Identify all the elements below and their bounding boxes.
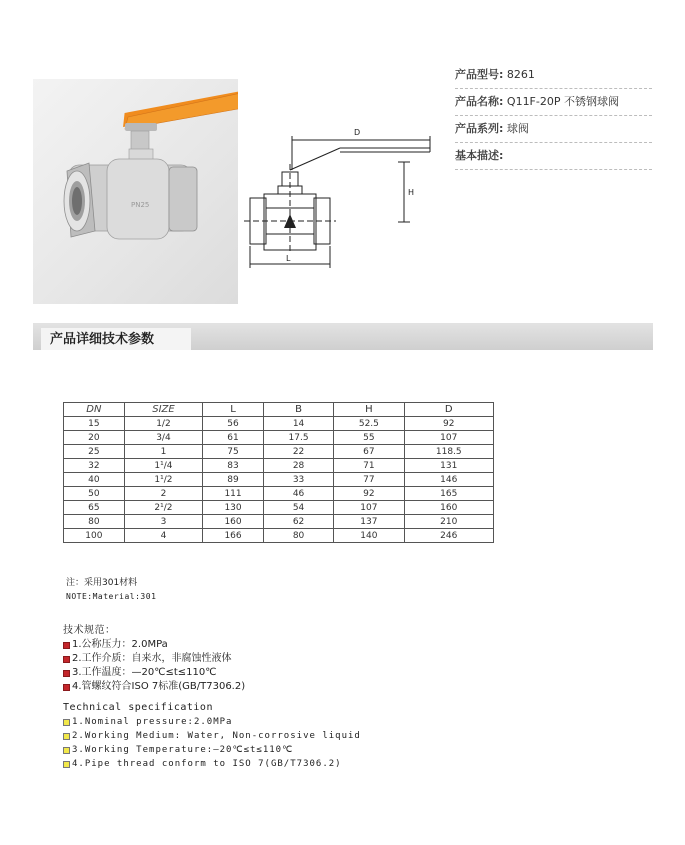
note-en: NOTE:Material:301 [66, 592, 157, 601]
table-cell: 67 [334, 445, 404, 459]
spec-en-item: 1.Nominal pressure:2.0MPa [63, 715, 361, 729]
table-row [64, 501, 494, 515]
product-info [455, 62, 652, 170]
section-header-bar [33, 323, 653, 350]
header-dn: DN [64, 403, 125, 417]
model-value: 8261 [506, 68, 535, 81]
table-cell: 33 [263, 473, 333, 487]
table-cell: 65 [64, 501, 125, 515]
table-cell: 166 [203, 529, 264, 543]
info-row-series [455, 116, 652, 143]
table-row [64, 459, 494, 473]
spec-cn-item: 2.工作介质：自来水，非腐蚀性液体 [63, 652, 245, 666]
table-cell: 4 [124, 529, 202, 543]
table-cell: 56 [203, 417, 264, 431]
section-title: 产品详细技术参数 [41, 328, 191, 350]
table-cell: 1/2 [124, 417, 202, 431]
table-cell: 107 [404, 431, 493, 445]
info-row-description [455, 143, 652, 170]
table-cell: 210 [404, 515, 493, 529]
table-cell: 52.5 [334, 417, 404, 431]
spec-cn-title: 技术规范： [63, 625, 116, 636]
table-cell: 14 [263, 417, 333, 431]
table-cell: 1¹/4 [124, 459, 202, 473]
name-value: Q11F-20P 不锈钢球阀 [506, 95, 619, 108]
table-cell: 146 [404, 473, 493, 487]
description-label: 基本描述: [455, 149, 504, 162]
table-cell: 130 [203, 501, 264, 515]
dimension-d-label: D [354, 128, 361, 137]
red-square-icon [63, 642, 70, 649]
table-cell: 2¹/2 [124, 501, 202, 515]
spec-en-title: Technical specification [63, 702, 213, 713]
table-cell: 140 [334, 529, 404, 543]
yellow-square-icon [63, 747, 70, 754]
table-cell: 50 [64, 487, 125, 501]
table-cell: 92 [334, 487, 404, 501]
spec-cn-item: 4.管螺纹符合ISO 7标准(GB/T7306.2) [63, 680, 245, 694]
table-cell: 131 [404, 459, 493, 473]
table-cell: 77 [334, 473, 404, 487]
svg-text:PN25: PN25 [131, 201, 150, 209]
table-cell: 80 [64, 515, 125, 529]
table-cell: 118.5 [404, 445, 493, 459]
header-size: SIZE [124, 403, 202, 417]
table-cell: 61 [203, 431, 264, 445]
table-row [64, 515, 494, 529]
table-cell: 40 [64, 473, 125, 487]
spec-cn-block [63, 624, 245, 694]
series-value: 球阀 [506, 122, 529, 135]
table-row [64, 487, 494, 501]
table-cell: 80 [263, 529, 333, 543]
series-label: 产品系列: [455, 122, 504, 135]
table-cell: 1 [124, 445, 202, 459]
header-l: L [203, 403, 264, 417]
yellow-square-icon [63, 733, 70, 740]
note-cn: 注：采用301材料 [66, 578, 138, 588]
spec-en-block [63, 701, 361, 771]
spec-cn-item: 3.工作温度：—20℃≤t≤110℃ [63, 666, 245, 680]
table-cell: 1¹/2 [124, 473, 202, 487]
info-row-name [455, 89, 652, 116]
table-cell: 160 [203, 515, 264, 529]
table-cell: 107 [334, 501, 404, 515]
table-cell: 100 [64, 529, 125, 543]
table-cell: 62 [263, 515, 333, 529]
table-cell: 71 [334, 459, 404, 473]
yellow-square-icon [63, 719, 70, 726]
spec-en-item: 3.Working Temperature:—20℃≤t≤110℃ [63, 743, 361, 757]
spec-en-item: 2.Working Medium: Water, Non-corrosive liquid [63, 729, 361, 743]
table-cell: 55 [334, 431, 404, 445]
table-cell: 3/4 [124, 431, 202, 445]
table-cell: 111 [203, 487, 264, 501]
table-cell: 15 [64, 417, 125, 431]
table-row [64, 445, 494, 459]
spec-cn-item: 1.公称压力：2.0MPa [63, 638, 245, 652]
table-cell: 165 [404, 487, 493, 501]
table-cell: 32 [64, 459, 125, 473]
table-row [64, 417, 494, 431]
dimension-l-label: L [286, 254, 291, 263]
header-b: B [263, 403, 333, 417]
table-cell: 3 [124, 515, 202, 529]
table-cell: 2 [124, 487, 202, 501]
spec-table [63, 402, 494, 543]
product-photo [33, 79, 238, 304]
table-cell: 25 [64, 445, 125, 459]
table-cell: 22 [263, 445, 333, 459]
table-cell: 89 [203, 473, 264, 487]
dimension-h-label: H [408, 188, 415, 197]
table-cell: 160 [404, 501, 493, 515]
table-cell: 75 [203, 445, 264, 459]
table-cell: 20 [64, 431, 125, 445]
table-cell: 46 [263, 487, 333, 501]
technical-drawing [244, 124, 436, 270]
red-square-icon [63, 656, 70, 663]
table-header-row [64, 403, 494, 417]
table-cell: 54 [263, 501, 333, 515]
red-square-icon [63, 684, 70, 691]
table-cell: 246 [404, 529, 493, 543]
table-row [64, 529, 494, 543]
table-cell: 137 [334, 515, 404, 529]
table-cell: 92 [404, 417, 493, 431]
header-d: D [404, 403, 493, 417]
spec-en-item: 4.Pipe thread conform to ISO 7(GB/T7306.2) [63, 757, 361, 771]
table-row [64, 473, 494, 487]
red-square-icon [63, 670, 70, 677]
table-row [64, 431, 494, 445]
ball-valve-image [33, 79, 238, 304]
table-cell: 83 [203, 459, 264, 473]
yellow-square-icon [63, 761, 70, 768]
name-label: 产品名称: [455, 95, 504, 108]
material-note [66, 576, 156, 604]
header-h: H [334, 403, 404, 417]
table-cell: 28 [263, 459, 333, 473]
model-label: 产品型号: [455, 68, 504, 81]
info-row-model [455, 62, 652, 89]
table-cell: 17.5 [263, 431, 333, 445]
